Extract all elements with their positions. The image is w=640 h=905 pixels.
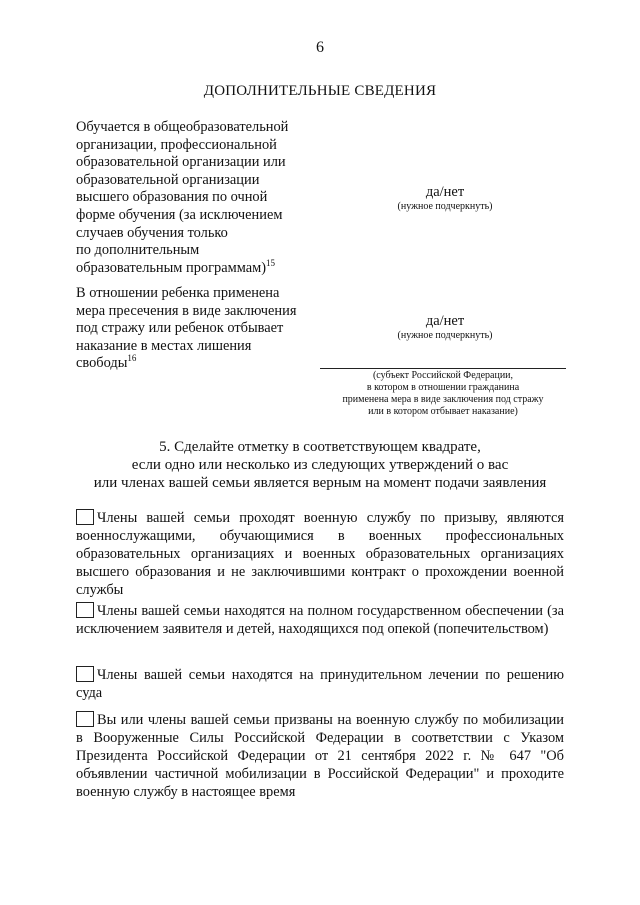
question-line: В отношении ребенка применена: [76, 285, 280, 301]
checkbox[interactable]: [76, 711, 94, 727]
section-title: ДОПОЛНИТЕЛЬНЫЕ СВЕДЕНИЯ: [203, 83, 437, 99]
yes-no-answer[interactable]: да/нет: [425, 313, 465, 329]
question-line: под стражу или ребенок отбывает: [76, 320, 284, 337]
footnote-ref: 15: [266, 257, 275, 268]
checkbox[interactable]: [76, 602, 94, 618]
question-detention: [76, 285, 304, 373]
question-line: наказание в местах лишения: [76, 337, 252, 354]
question-line: Обучается в общеобразовательной: [76, 119, 289, 135]
question-line: образовательной организации: [76, 171, 260, 188]
checkbox-item-state-support: [76, 602, 564, 638]
checkbox-item-text: Члены вашей семьи проходят военную службу по призыву, являются военнослужащими, обучающимися в военных профессиональных образовательных организациях и военных образовательных организациях высшего образования и не заключившими контракт о прохождении военной службы: [76, 510, 564, 598]
question-line: случаев обучения только: [76, 224, 228, 241]
yes-no-answer[interactable]: да/нет: [425, 184, 465, 200]
checkbox-item-text: Вы или члены вашей семьи призваны на военную службу по мобилизации в Вооруженные Силы Российской Федерации в соответствии с Указом Президента Российской Федерации от 21 сентября 2022 г. № 647 "Об объявлении частичной мобилизации в Российской Федерации" и проходите военную службу в настоящее время: [76, 712, 564, 800]
question-line: образовательным программам)$^{15}$: [76, 257, 275, 276]
question-line: образовательной организации или: [76, 154, 286, 171]
instruction-heading: 5. Сделайте отметку в соответствующем квадрате, если одно или несколько из следующих утверждений о вас или членах вашей семьи является верным на момент подачи заявления: [93, 439, 547, 491]
checkbox-item-text: Члены вашей семьи находятся на принудительном лечении по решению суда: [76, 667, 564, 701]
page-number: 6: [316, 39, 324, 56]
answer-hint: (нужное подчеркнуть): [397, 201, 493, 212]
question-line: форме обучения (за исключением: [76, 206, 283, 223]
checkbox-item-text: Члены вашей семьи находятся на полном государственном обеспечении (за исключением заявителя и детей, находящихся под опекой (попечительством): [76, 603, 564, 637]
question-line: по дополнительным: [76, 242, 200, 259]
question-line: свободы$^{16}$: [76, 353, 137, 372]
answer-hint: (нужное подчеркнуть): [397, 330, 493, 341]
checkbox[interactable]: [76, 666, 94, 682]
subject-field-caption: (субъект Российской Федерации, в котором в отношении гражданина применена мера в виде заключения под стражу или в котором отбывает наказание): [342, 370, 544, 417]
footnote-ref: 16: [127, 353, 137, 364]
question-education: [76, 119, 304, 277]
answer-detention: [300, 313, 590, 342]
question-line: организации, профессиональной: [76, 136, 277, 153]
question-line: мера пресечения в виде заключения: [76, 302, 297, 319]
question-line: высшего образования по очной: [76, 189, 268, 206]
checkbox-item-compulsory-treatment: [76, 666, 564, 702]
checkbox-item-military-service: [76, 509, 564, 599]
checkbox-item-mobilization: [76, 711, 564, 801]
answer-education: [300, 184, 590, 213]
subject-input-line[interactable]: [320, 368, 566, 369]
checkbox[interactable]: [76, 509, 94, 525]
